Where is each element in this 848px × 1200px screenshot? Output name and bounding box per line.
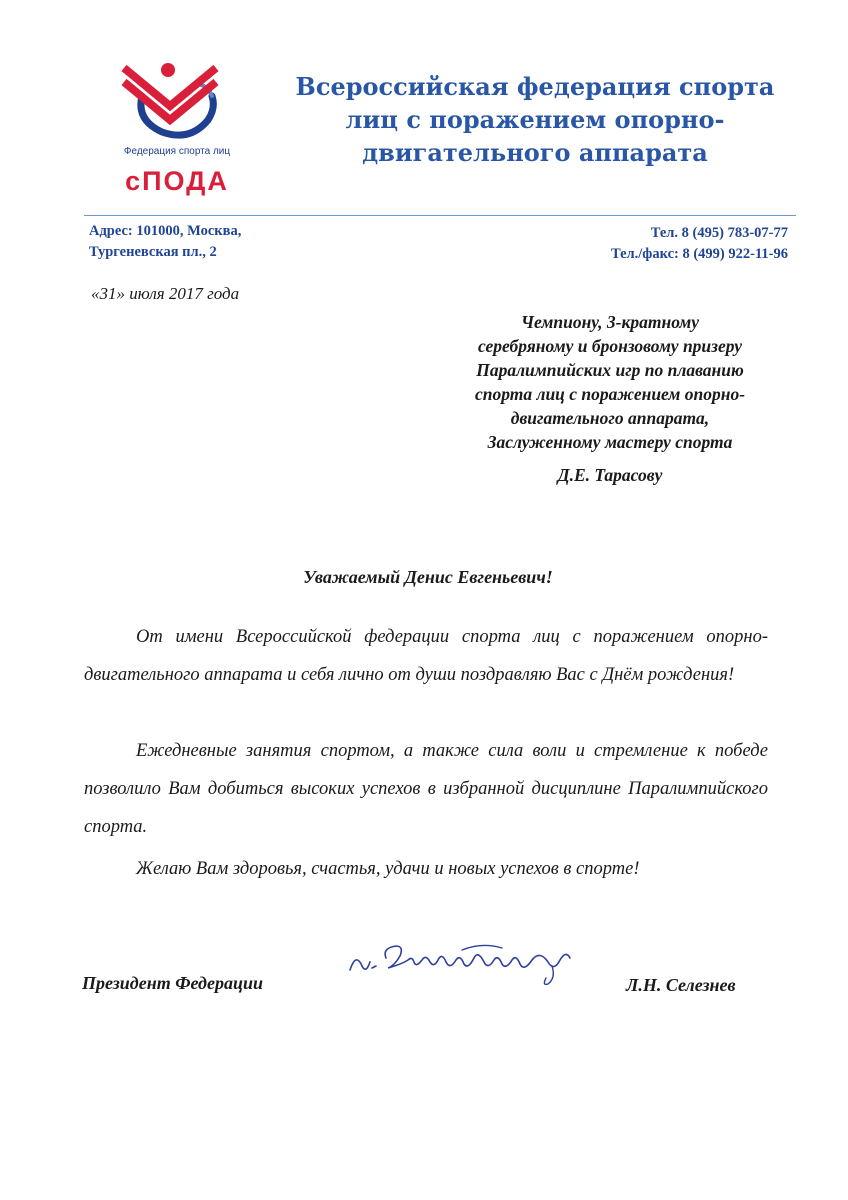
recipient-line: двигательного аппарата,	[510, 408, 710, 428]
fax-line: Тел./факс: 8 (499) 922-11-96	[610, 246, 788, 262]
phone-block	[611, 223, 788, 265]
recipient-line: серебряному и бронзовому призеру	[477, 336, 743, 356]
logo-caption: Федерация спорта лиц	[123, 146, 231, 157]
signer-name: Л.Н. Селезнев	[626, 975, 736, 995]
body-paragraph: Ежедневные занятия спортом, а также сила воли и стремление к победе позволило Вам добиться высоких успехов в избранной дисциплине Паралимпийского спорта.	[84, 741, 768, 837]
phone-line: Тел. 8 (495) 783-07-77	[650, 225, 788, 241]
letter-date: «31» июля 2017 года	[91, 284, 240, 303]
logo-name: сПОДА	[125, 166, 229, 196]
recipient-line: Чемпиону, 3-кратному	[520, 312, 700, 332]
org-title-line: Всероссийская федерация спорта	[295, 72, 775, 101]
recipient-name: Д.Е. Тарасову	[557, 465, 663, 485]
signer-title: Президент Федерации	[82, 973, 263, 993]
federation-logo	[112, 58, 242, 198]
body-paragraph: От имени Всероссийской федерации спорта лиц с поражением опорно-двигательного аппарата и себя лично от души поздравляю Вас с Днём рождения!	[84, 627, 768, 685]
recipient-line: спорта лиц с поражением опорно-	[474, 384, 746, 404]
body-paragraph: Желаю Вам здоровья, счастья, удачи и новых успехов в спорте!	[136, 859, 640, 879]
address-line: Адрес: 101000, Москва,	[89, 223, 242, 239]
recipient-line: Паралимпийских игр по плаванию	[476, 360, 744, 380]
address-block	[89, 221, 241, 263]
handwritten-signature	[342, 932, 592, 992]
logo-emblem	[112, 58, 242, 148]
recipient-block	[400, 310, 820, 487]
org-title-line: лиц с поражением опорно-	[345, 105, 725, 134]
address-line: Тургеневская пл., 2	[89, 244, 217, 260]
recipient-line: Заслуженному мастеру спорта	[487, 432, 733, 452]
organization-title	[270, 70, 800, 169]
signature-image	[342, 932, 592, 992]
header-divider	[84, 215, 796, 216]
org-title-line: двигательного аппарата	[362, 138, 708, 167]
salutation: Уважаемый Денис Евгеньевич!	[303, 567, 553, 587]
